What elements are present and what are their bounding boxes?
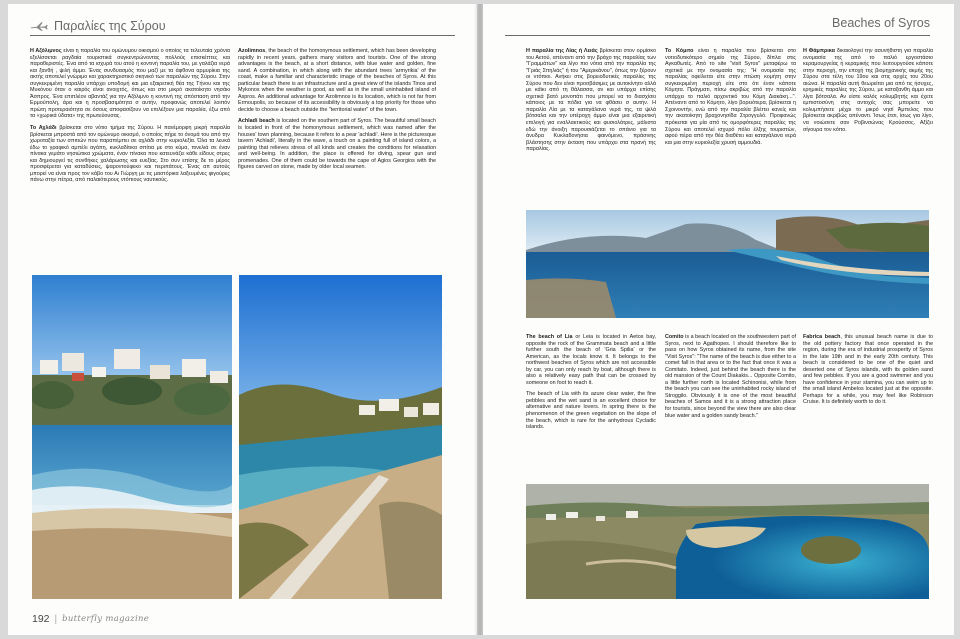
paragraph-lead: Η Αζόλιμνος	[30, 48, 62, 54]
paragraph	[30, 125, 230, 184]
paragraph	[30, 48, 230, 120]
paragraph-text: είναι η παραλία που βρίσκεται στο νοτιοδυτικότερο σημείο της Σύρου, δίπλα στις Αγκαθωτές. Από το site "visit Syros" μεταφέρω τα σχετικά με την ονομασία της: "Η ονομασία της παραλίας οφείλεται είτε στην πτώση κομήτη στην συγκεκριμένη περιοχή είτε στο ότι έναν κάποτε Κόμητα. Πράγματι, πίσω ακριβώς από την παραλία υπάρχει το παλιό αρχοντικό του Κόμη Διακάκη...". Απέναντι από το Κόμητο, λίγο βορειότερα, βρίσκεται η Σχοινοντήν, ενώ από την παραλία βλέπει κανείς και την ακατοίκητη βραχονησίδα Στρογγυλό. Προφανώς πρόκειται για μία από τις ομορφότερες παραλίες της Σύρου και αποτελεί ισχυρό πόλο έλξης τουριστών, αφού πέρα από την θέα διαθέτει και καταγάλανα νερά και μια στην κυριολεξία χρυσή αμμουδιά.	[665, 48, 796, 146]
left-english-column	[238, 48, 436, 266]
left-footer: 192 | butterfly magazine	[32, 613, 150, 625]
right-header-rule	[505, 35, 930, 36]
left-header-rule	[30, 35, 455, 36]
right-header: Beaches of Syros	[832, 16, 930, 30]
paragraph-lead: Η παραλία της Λίας ή Λειάς	[526, 48, 598, 54]
paragraph	[665, 334, 796, 419]
paragraph-lead: Fabrica beach	[803, 334, 841, 340]
photo-fabrica-beach	[526, 484, 929, 599]
photo-azolimnos-beach	[32, 275, 232, 599]
paragraph	[665, 48, 796, 146]
paragraph	[803, 334, 933, 406]
paragraph-lead: Achladi beach	[238, 118, 275, 125]
paragraph-text: or Leia is located in Aetos bay, opposite the rock of the Grammata beach and a little further south the beach of 'Gria Spilia' or the American, as the locals know it. It belongs to the northwest beaches of Syros which are not accessible by car, you can only reach by boat, although there is also a relatively easy path that can be crossed by someone on foot to reach it.	[526, 334, 656, 386]
paragraph-text: is located on the southern part of Syros. The beautiful small beach is located in front of the homonymous settlement, which was named after the houses' town planning, because it refers to a pear 'achladi'. Here is the picturesque tavern 'Achladi', literally in the wave, a touch on a painting full of island colors, a painting that relieves stress of all kinds and creates the conditions for relaxation and well-being. In addition, the place is offered for diving, spear gun and promenades. One of them could be towards the cape of Agios Georgios with the figures carved on stone, made by older local seamen.	[238, 118, 436, 171]
paragraph-text: δικαιολογεί την ασυνήθιστη για παραλία ονομασία της από το παλιό εργοστάσιο κεραμουργείας ή κεραμικής που λειτουργούσε κάποτε στην περιοχή, την εποχή της βιομηχανικής ακμής της Σύρου στα τέλη του 19ου και στις αρχές του 20ου αιώνα. Η παραλία αυτή θεωρείται μια από τις ήσυχες, ερημικές παραλίες της Σύρου, με καταξανθη άμμο και λίγα βότσαλα. Αν είστε καλός κολυμβητής και έχετε εμπιστοσύνη στις αντοχές σας μπορείτε να κολυμπήσετε μέχρι το μικρό νησί Άμπελος που βρίσκεται ακριβώς απέναντι. Ίσως έτσι, ίσως για λίγο, να νοιώσετε σαν Ροβινσώνας Κρούσσος. Αξίζει σίγουρα τον κόπο.	[803, 48, 933, 133]
paragraph	[526, 48, 656, 153]
paragraph-text: βρίσκεται στον ορμίσκο του Αετού, απέναντι από την βράχο της παραλίας των "Γραμμάτων" και λίγο πιο νότια από την παραλία της "Γριάς Σπηλιάς" ή του "Αμερικάνου", όπως την ξέρουν οι ντόπιοι. Ανήκει στις βορειοδυτικές παραλίες της Σύρου που δεν είναι προσβάσιμες με αυτοκίνητο αλλά με κάϊκι από τη θάλασσα, αν και υπάρχει επίσης σχετικά βατό μονοπάτι που μπορεί να το διασχίσει κάποιος με τα πόδια για να φθάσει σ αυτήν. Η παραλία Λία με τα καταγάλανα νερά της, τα ψιλά βότσαλα και την υπέροχη άμμο είναι μια εξαιρετική επιλογή για εναλλακτικούς και φυσιολάτρες, μάλιστα εδώ την άνοιξη παρουσιάζεται το σπάνιο για τα άνυδρα Κυκλαδονήσια φαινόμενο, πράσινης βλάστησης στην έκταση που υπάρχει στα πρανή της παραλίας.	[526, 48, 656, 153]
paragraph-text: is a beach located on the southwestern part of Syros, next to Agathopes. I should therefore like to pass on how Syros obtained its name, from the site "Visit Syros": "The name of the beach is due either to a comet fall in that area or to the fact that once it was a Comitato. Indeed, just behind the beach there is the old mansion of the Count Diakakis... Opposite Comito, a little further north is located Schinonisi, while from the beach you can see the uninhabited rocky island of Stroggilo. Obviously it is one of the most beautiful beaches of Samos and it is a strong attraction place for tourists, since beyond the view there are also clear blue water and a golden sandy beach."	[665, 334, 796, 419]
left-header-title: Παραλίες της Σύρου	[54, 19, 166, 33]
paragraph-lead: Το Κόμιτο	[665, 48, 694, 54]
paragraph-lead: Το Αχλάδι	[30, 125, 57, 132]
right-greek-column-1	[526, 48, 656, 203]
paragraph	[526, 334, 656, 386]
paragraph	[238, 118, 436, 170]
photo-achladi-beach	[239, 275, 442, 599]
right-english-column-1	[526, 334, 656, 476]
paragraph-text: , the beach of the homonymous settlement, which has been developing rapidly in recent years, gathers many visitors and tourists. One of the strong advantages is the beach, at a short distance, with blue water and golden, fine sand. A combination, in which along with the abundant trees 'armyrikia' of the coast, make a familiar and characteristic image of the beaches of Syros. At this particular beach there is an infrastructure and a great view of the islands Tinos and Mykonos when the weather is good, as well as in the small uninhabited island of Aspros. An additional advantage for Azolimnos is its location, which is not far from Ermoupolis, so because of its accessibility is obviously a top priority for those who decide to choose a beach outside the "territorial water" of the town.	[238, 48, 436, 113]
paragraph	[526, 391, 656, 430]
left-page	[8, 4, 477, 635]
right-page	[483, 4, 954, 635]
paragraph-lead: Comito	[665, 334, 684, 340]
paragraph-text: βρίσκεται στο νότιο τμήμα της Σύρου. Η πανέμορφη μικρή παραλία βρίσκεται μπροστά από τον ομώνυμο οικισμό, ο οποίος πήρε το όνομά του από την χωροταξία των σπιτιών που παραπέμπει σε αχλάδι στην κυριολεξία. Όλα τα λευκά έδω το γραφικό αμπέλι αγάπη, κυκλαδίτικα σπίτια με στο κύμα, πινελιά σε έναν πίνακα γεμάτο νησιώτικα χρώματα, έναν πίνακα που κατευνάζει κάθε είδους στρες και δημιουργεί τις συνθήκες χαλάρωσης και ευεξίας. Στο συν επίσης δε το μέρος προσφέρεται για καταδύσεις, ψαροντούφεκο και περιπάτους. Ένας απ αυτούς μπορεί να είναι προς τον κάβο του Αι Γιώργη με τις μαστόρικα λαξευμένες φιγούρες πάνω στην πέτρα, από παλαιότερους ντόπιους ναυτικούς.	[30, 125, 230, 184]
left-header	[30, 16, 166, 36]
photo-comito-bay	[526, 210, 929, 318]
left-greek-column	[30, 48, 230, 266]
page-number: 192	[32, 613, 50, 625]
paragraph	[238, 48, 436, 113]
right-english-column-2	[665, 334, 796, 476]
magazine-name: butterfly magazine	[62, 614, 150, 624]
paragraph-lead: Η Φάμπρικα	[803, 48, 835, 54]
right-greek-column-2	[665, 48, 796, 203]
paragraph-lead: Azolimnos	[238, 48, 266, 54]
paragraph-lead: The beach of Lia	[526, 334, 573, 340]
paragraph	[803, 48, 933, 133]
airplane-icon	[30, 20, 48, 32]
paragraph-text: , this unusual beach name is due to the old pottery factory that once operated in the region, during the era of industrial prosperity of Syros in the late 19th and in the early 20th century. This beach is considered to be one of the quiet and deserted one of Syros islands, with its golden sand and few pebbles. If you are a good swimmer and you have confidence in your stamina, you can swim up to the small island Ambelos located just at the opposite. Perhaps for a while, you may feel like Robinson Cruise. It is definitely worth to do it.	[803, 334, 933, 406]
paragraph-text: The beach of Lia with its azure clear water, the fine pebbles and the wet sand is an excellent choice for alternative and nature lovers. In spring there is the phenomenon of the green vegetation on the slope of the beach, which is rare for the anhydrous Cycladic islands.	[526, 391, 656, 431]
right-english-column-3	[803, 334, 933, 476]
right-greek-column-3	[803, 48, 933, 203]
paragraph-text: είναι η παραλία του ομώνυμου οικισμού ο οποίος τα τελευταία χρόνια εξελίσσεται ραγδαία τουριστικά συγκεντρώνοντας πολλούς επισκέπτες και παραθεριστές. Ένα από τα ισχυρά του ατού η κοντινή παραλία του, με γαλάζια νερά και ξανθή , ψιλή άμμο. Ένας συνδυασμός που μαζί με τα άφθονα αρμυρίκια της ακτής αποτελεί γνώριμο και χαρακτηριστικό σκηνικό των παραλιών της Σύρου. Στην συγκεκριμένη παραλία υπάρχει υποδομή και μια εξαιρετική θέα της Τήνου και της Μυκόνου όταν ο καιρός είναι ανοιχτός, όπως και στο μικρό ακατοίκητο νησάκι Άσπρος. Ένα επιπλέον αβαντάζ για την Αζόλιμνο η κοντινή της απόσταση από την Ερμούπολη, άρα και η προσβασιμότητα σ αυτήν, προφανώς αποτελεί λοιπόν πρώτη προτεραιότητα σε όσους αποφασίζουν να επιλέξουν μια παραλία, έξω από τα «χωρικά ύδατα» της πρωτεύουσας.	[30, 48, 230, 120]
